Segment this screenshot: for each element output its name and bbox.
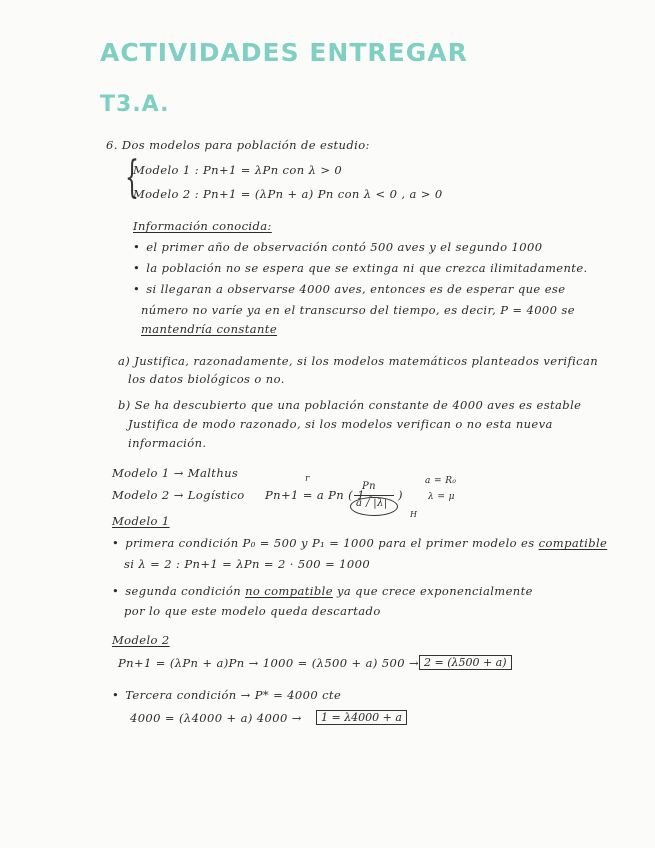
model-2-line: • Tercera condición → P* = 4000 cte: [112, 688, 342, 702]
logistic-formula-left: Pn+1 = a Pn ( 1 -: [265, 488, 374, 502]
question-b-cont: información.: [128, 436, 207, 450]
model-1-calc: si λ = 2 : Pn+1 = λPn = 2 · 500 = 1000: [124, 557, 371, 571]
note-lambda: λ = μ: [428, 492, 455, 502]
logistic-formula-close: ): [398, 488, 403, 502]
bullet-continuation: número no varíe ya en el transcurso del tiempo, es decir, P = 4000 se: [141, 303, 575, 317]
model-1-conclusion: por lo que este modelo queda descartado: [124, 604, 381, 618]
bullet-item: • si llegaran a observarse 4000 aves, entonces es de esperar que ese: [133, 282, 566, 296]
logistic-fraction-den: a / |λ|: [356, 498, 388, 509]
question-a-cont: los datos biológicos o no.: [128, 372, 285, 386]
bullet-continuation: mantendría constante: [141, 322, 278, 336]
model-1-line: • primera condición P₀ = 500 y P₁ = 1000 para el primer modelo es compatible: [112, 536, 608, 550]
model-2-calc: Pn+1 = (λPn + a)Pn → 1000 = (λ500 + a) 500 →: [118, 656, 420, 670]
question-a: a) Justifica, razonadamente, si los modelos matemáticos planteados verifican: [118, 354, 599, 368]
question-b-cont: Justifica de modo razonado, si los modelos verifican o no esta nueva: [128, 417, 553, 431]
model-1-line: • segunda condición no compatible ya que crece exponencialmente: [112, 584, 533, 598]
note-r: r: [305, 474, 310, 484]
boxed-equation: 2 = (λ500 + a): [419, 655, 512, 670]
bullet-item: • la población no se espera que se extinga ni que crezca ilimitadamente.: [133, 261, 588, 275]
model-2-calc: 4000 = (λ4000 + a) 4000 →: [130, 711, 302, 725]
fraction-bar: [354, 495, 394, 496]
known-info-heading: Información conocida:: [133, 219, 272, 233]
bullet-item: • el primer año de observación contó 500 aves y el segundo 1000: [133, 240, 543, 254]
note-a: a = R₀: [425, 476, 457, 486]
model-2-definition: Modelo 2 : Pn+1 = (λPn + a) Pn con λ < 0 , a > 0: [133, 187, 443, 201]
model-2-heading: Modelo 2: [112, 633, 170, 647]
model-1-definition: Modelo 1 : Pn+1 = λPn con λ > 0: [133, 163, 343, 177]
section-title: T3.A.: [100, 92, 170, 117]
model-map-1: Modelo 1 → Malthus: [112, 466, 239, 480]
page-title: ACTIVIDADES ENTREGAR: [100, 38, 468, 67]
model-map-2: Modelo 2 → Logístico: [112, 488, 245, 502]
boxed-equation: 1 = λ4000 + a: [316, 710, 407, 725]
note-h: H: [410, 510, 418, 519]
model-1-heading: Modelo 1: [112, 514, 170, 528]
exercise-intro: 6. Dos modelos para población de estudio:: [106, 138, 370, 152]
logistic-fraction-num: Pn: [362, 481, 376, 492]
brace-symbol: {: [125, 152, 139, 203]
question-b: b) Se ha descubierto que una población constante de 4000 aves es estable: [118, 398, 582, 412]
